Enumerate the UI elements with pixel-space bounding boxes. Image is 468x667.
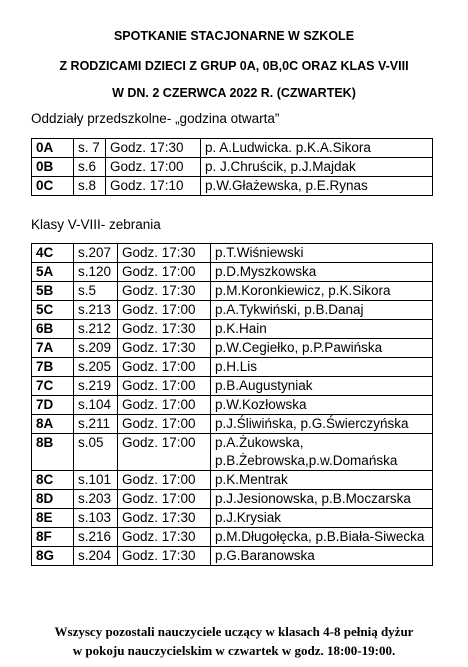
teachers-cell: p.A.Tykwiński, p.B.Danaj xyxy=(211,301,433,320)
room-cell: s.101 xyxy=(74,471,118,490)
classes-heading: Klasy V-VIII- zebrania xyxy=(31,217,161,232)
time-cell: Godz. 17:30 xyxy=(118,244,211,263)
group-cell: 5B xyxy=(32,282,74,301)
teachers-cell: p.J.Śliwińska, p.G.Świerczyńska xyxy=(211,415,433,434)
time-cell: Godz. 17:30 xyxy=(118,528,211,547)
time-cell: Godz. 17:00 xyxy=(118,490,211,509)
group-cell: 8E xyxy=(32,509,74,528)
time-cell: Godz. 17:00 xyxy=(118,301,211,320)
room-cell: s.205 xyxy=(74,358,118,377)
group-cell: 0A xyxy=(32,139,74,158)
title-date: W DN. 2 CZERWCA 2022 R. (CZWARTEK) xyxy=(112,86,356,100)
footer-line-2: w pokoju nauczycielskim w czwartek w godz. 18:00-19:00. xyxy=(72,643,396,658)
room-cell: s.5 xyxy=(74,282,118,301)
table-row xyxy=(32,396,433,415)
table-row xyxy=(32,263,433,282)
time-cell: Godz. 17:00 xyxy=(118,377,211,396)
time-cell: Godz. 17:00 xyxy=(106,158,201,177)
room-cell: s.8 xyxy=(74,177,106,196)
table-row xyxy=(32,244,433,263)
group-cell: 7D xyxy=(32,396,74,415)
teachers-cell: p.B.Augustyniak xyxy=(211,377,433,396)
group-cell: 7C xyxy=(32,377,74,396)
room-cell: s.6 xyxy=(74,158,106,177)
table-row xyxy=(32,139,433,158)
room-cell: s.209 xyxy=(74,339,118,358)
time-cell: Godz. 17:00 xyxy=(118,358,211,377)
group-cell: 8G xyxy=(32,547,74,566)
time-cell: Godz. 17:10 xyxy=(106,177,201,196)
group-cell: 0C xyxy=(32,177,74,196)
table-row xyxy=(32,434,433,471)
teachers-cell: p.M.Koronkiewicz, p.K.Sikora xyxy=(211,282,433,301)
time-cell: Godz. 17:30 xyxy=(118,320,211,339)
room-cell: s.211 xyxy=(74,415,118,434)
table-row xyxy=(32,471,433,490)
teachers-cell: p.G.Baranowska xyxy=(211,547,433,566)
room-cell: s. 7 xyxy=(74,139,106,158)
room-cell: s.103 xyxy=(74,509,118,528)
table-row xyxy=(32,282,433,301)
room-cell: s.219 xyxy=(74,377,118,396)
table-row xyxy=(32,358,433,377)
group-cell: 8C xyxy=(32,471,74,490)
classes-table xyxy=(31,243,433,566)
group-cell: 4C xyxy=(32,244,74,263)
room-cell: s.203 xyxy=(74,490,118,509)
table-row xyxy=(32,509,433,528)
time-cell: Godz. 17:30 xyxy=(118,282,211,301)
time-cell: Godz. 17:30 xyxy=(106,139,201,158)
preschool-heading: Oddziały przedszkolne- „godzina otwarta” xyxy=(31,111,280,126)
teachers-cell: p.M.Długołęcka, p.B.Biała-Siwecka xyxy=(211,528,433,547)
teachers-cell: p.W.Cegiełko, p.P.Pawińska xyxy=(211,339,433,358)
table-row xyxy=(32,339,433,358)
time-cell: Godz. 17:00 xyxy=(118,263,211,282)
teachers-cell: p. A.Ludwicka. p.K.A.Sikora xyxy=(201,139,433,158)
time-cell: Godz. 17:00 xyxy=(118,471,211,490)
table-row xyxy=(32,547,433,566)
group-cell: 7A xyxy=(32,339,74,358)
teachers-cell: p.H.Lis xyxy=(211,358,433,377)
table-row xyxy=(32,415,433,434)
group-cell: 5A xyxy=(32,263,74,282)
table-row xyxy=(32,177,433,196)
group-cell: 7B xyxy=(32,358,74,377)
footer-line-1: Wszyscy pozostali nauczyciele uczący w klasach 4-8 pełnią dyżur xyxy=(54,624,414,639)
time-cell: Godz. 17:30 xyxy=(118,547,211,566)
teachers-cell: p.A.Żukowska, p.B.Żebrowska,p.w.Domańska xyxy=(211,434,433,471)
time-cell: Godz. 17:30 xyxy=(118,509,211,528)
teachers-cell: p.T.Wiśniewski xyxy=(211,244,433,263)
teachers-cell: p.J.Jesionowska, p.B.Moczarska xyxy=(211,490,433,509)
group-cell: 5C xyxy=(32,301,74,320)
preschool-table-body xyxy=(32,139,433,196)
table-row xyxy=(32,301,433,320)
teachers-cell: p. J.Chruścik, p.J.Majdak xyxy=(201,158,433,177)
teachers-cell: p.W.Głażewska, p.E.Rynas xyxy=(201,177,433,196)
group-cell: 8F xyxy=(32,528,74,547)
room-cell: s.212 xyxy=(74,320,118,339)
teachers-cell: p.J.Krysiak xyxy=(211,509,433,528)
title-line-1: SPOTKANIE STACJONARNE W SZKOLE xyxy=(113,29,355,43)
teachers-cell: p.K.Mentrak xyxy=(211,471,433,490)
table-row xyxy=(32,158,433,177)
room-cell: s.120 xyxy=(74,263,118,282)
classes-table-body xyxy=(32,244,433,566)
time-cell: Godz. 17:30 xyxy=(118,339,211,358)
table-row xyxy=(32,320,433,339)
teachers-cell: p.W.Kozłowska xyxy=(211,396,433,415)
title-line-2: Z RODZICAMI DZIECI Z GRUP 0A, 0B,0C ORAZ KLAS V-VIII xyxy=(59,59,409,73)
table-row xyxy=(32,490,433,509)
teachers-cell: p.D.Myszkowska xyxy=(211,263,433,282)
group-cell: 0B xyxy=(32,158,74,177)
room-cell: s.207 xyxy=(74,244,118,263)
room-cell: s.204 xyxy=(74,547,118,566)
group-cell: 8B xyxy=(32,434,74,471)
table-row xyxy=(32,377,433,396)
group-cell: 8D xyxy=(32,490,74,509)
group-cell: 8A xyxy=(32,415,74,434)
room-cell: s.05 xyxy=(74,434,118,471)
teachers-cell: p.K.Hain xyxy=(211,320,433,339)
group-cell: 6B xyxy=(32,320,74,339)
room-cell: s.104 xyxy=(74,396,118,415)
table-row xyxy=(32,528,433,547)
time-cell: Godz. 17:00 xyxy=(118,396,211,415)
time-cell: Godz. 17:00 xyxy=(118,415,211,434)
room-cell: s.216 xyxy=(74,528,118,547)
preschool-table xyxy=(31,138,433,196)
room-cell: s.213 xyxy=(74,301,118,320)
time-cell: Godz. 17:00 xyxy=(118,434,211,471)
